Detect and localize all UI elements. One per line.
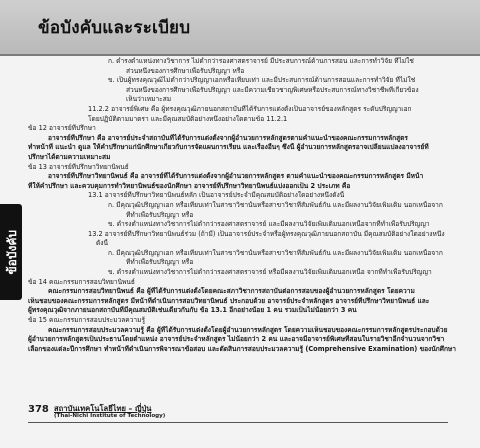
side-tab: [0, 204, 22, 300]
text-line: ก. ดำรงตำแหน่งทางวิชาการ ไม่ต่ำกว่ารองศาสตราจารย์ มีประสบการณ์ด้านการสอน และการทำวิจัย ที่ไม่ใช่: [108, 57, 414, 65]
text-line: ที่ทำเพื่อรับปริญญา หรือ: [126, 210, 194, 219]
text-line: ก. มีคุณวุฒิปริญญาเอก หรือเทียบเท่าในสาขาวิชานั้นหรือสาขาวิชาที่สัมพันธ์กัน และมีผลงานวิจัยเพิ่มเติม นอกเหนือจาก: [108, 200, 443, 209]
page-number: 378: [28, 404, 49, 415]
text-line: ข. ดำรงตำแหน่งทางวิชาการไม่ต่ำกว่ารองศาสตราจารย์ หรือมีผลงานวิจัยเพิ่มเติมนอกเหนือ จากที่ทำเพื่อรับปริญญา: [108, 268, 432, 277]
section-heading: ข้อ 14 คณะกรรมการสอบวิทยานิพนธ์: [28, 277, 135, 286]
text-line: ปรึกษาได้ตามความเหมาะสม: [28, 152, 111, 161]
text-line: คณะกรรมการสอบประมวลความรู้ คือ ผู้ที่ได้รับการแต่งตั้งโดยผู้อำนวยการหลักสูตร โดยความเห็นชอบของคณะกรรมการหลักสูตรประกอบด้วย: [48, 325, 448, 334]
section-heading: ข้อ 13 อาจารย์ที่ปรึกษาวิทยานิพนธ์: [28, 162, 129, 171]
institute-name: สถาบันเทคโนโลยีไทย – ญี่ปุ่น: [54, 404, 152, 413]
header-title: ข้อบังคับและระเบียบ: [38, 18, 191, 38]
text-line: โดยปฏิบัติตามมาตรา และมีคุณสมบัติอย่างหนึ่งอย่างใดตามข้อ 11.2.1: [88, 114, 288, 123]
text-line: คณะกรรมการสอบวิทยานิพนธ์ คือ ผู้ที่ได้รับการแต่งตั้งโดยคณะสภาวิชาการสถาบันต่อการสอบของผู้อำนวยการหลักสูตร โดยความ: [48, 287, 415, 296]
text-line: ดังนี้: [96, 239, 109, 248]
text-line: อาจารย์ที่ปรึกษาวิทยานิพนธ์ คือ อาจารย์ที่ได้รับการแต่งตั้งจากผู้อำนวยการหลักสูตร ตามคำแนะนำของคณะกรรมการหลักสูตร มีหน้า: [48, 172, 424, 181]
text-line: ข. ดำรงตำแหน่งทางวิชาการไม่ต่ำกว่ารองศาสตราจารย์ และมีผลงานวิจัยเพิ่มเติมนอกเหนือจากที่ทำเพื่อรับปริญญา: [108, 220, 430, 229]
text-line: 11.2.2 อาจารย์พิเศษ คือ ผู้ทรงคุณวุฒิภายนอกสถาบันที่ได้รับการแต่งตั้งเป็นอาจารย์ของหลักสูตร ระดับปริญญาเอก: [88, 104, 412, 113]
section-heading: ข้อ 12 อาจารย์ที่ปรึกษา: [28, 124, 96, 133]
text-line: 13.1 อาจารย์ที่ปรึกษาวิทยานิพนธ์หลัก เป็นอาจารย์ประจำมีคุณสมบัติอย่างใดอย่างหนึ่งดังนี้: [88, 191, 345, 200]
text-line: เห็นว่าเหมาะสม: [126, 95, 172, 104]
footer-divider: [28, 422, 448, 423]
side-tab-label: ข้อบังคับ: [4, 229, 19, 275]
text-line: ผู้อำนวยการหลักสูตรเป็นประธานโดยตำแหน่ง อาจารย์ประจำหลักสูตร ไม่น้อยกว่า 2 คน และอาจมีอาจารย์พิเศษที่สอนในรายวิชาอีกจำนวนจากวิชา: [28, 335, 445, 344]
text-line: เลือกของแต่ละปีการศึกษา ทำหน้าที่ดำเนินการพิจารณาข้อสอบ และตัดสินการสอบประมวลความรู้ (Comprehensive Examination) ของนักศึกษา: [28, 344, 456, 353]
text-line: เห็นชอบของคณะกรรมการหลักสูตร มีหน้าที่ดำเนินการสอบวิทยานิพนธ์ ประกอบด้วย อาจารย์ประจำหลักสูตร อาจารย์ที่ปรึกษาวิทยานิพนธ์ และ: [28, 296, 430, 305]
text-line: ข. เป็นผู้ทรงคุณวุฒิไม่ต่ำกว่าปริญญาเอกหรือเทียบเท่า และมีประสบการณ์ด้านการสอนและการทำวิจัย ที่ไม่ใช่: [108, 76, 416, 85]
page-header: [0, 0, 480, 56]
text-line: ทำหน้าที่ แนะนำ ดูแล ให้คำปรึกษาแก่นักศึกษาเกี่ยวกับการจัดแผนการเรียน และเรื่องอื่นๆ ซึ่งนี้ ผู้อำนวยการหลักสูตรอาจเปลี่ยนแปลงอาจารย์ที่: [28, 143, 429, 152]
text-line: ส่วนหนึ่งของการศึกษาเพื่อรับปริญญา และมีความเชี่ยวชาญพิเศษหรือประสบการณ์ทางวิชาชีพที่เกี่ยวข้อง: [126, 85, 419, 94]
text-line: ก. มีคุณวุฒิปริญญาเอก หรือเทียบเท่าในสาขาวิชานั้นหรือสาขาวิชาที่สัมพันธ์กัน และมีผลงานวิจัยเพิ่มเติม นอกเหนือจาก: [108, 248, 443, 257]
text-line: ที่ให้คำปรึกษา และควบคุมการทำวิทยานิพนธ์ของนักศึกษา อาจารย์ที่ปรึกษาวิทยานิพนธ์แบ่งออกเป็น 2 ประเภท คือ: [28, 181, 351, 190]
document-body: [28, 57, 468, 354]
text-line: ที่ทำเพื่อรับปริญญา หรือ: [126, 258, 194, 267]
institute-name-english: (Thai-Nichi Institute of Technology): [54, 413, 166, 419]
text-line: ผู้ทรงคุณวุฒิจากภายนอกสถาบันที่มีคุณสมบัติเช่นเดียวกันกับ ข้อ 13.1 อีกอย่างน้อย 1 คน รวมเป็นไม่น้อยกว่า 3 คน: [28, 306, 357, 315]
section-heading: ข้อ 15 คณะกรรมการสอบประมวลความรู้: [28, 316, 146, 325]
text-line: 13.2 อาจารย์ที่ปรึกษาวิทยานิพนธ์ร่วม (ถ้ามี) เป็นอาจารย์ประจำหรือผู้ทรงคุณวุฒิภายนอกสถาบัน มีคุณสมบัติอย่างใดอย่างหนึ่ง: [88, 229, 445, 238]
text-line: อาจารย์ที่ปรึกษา คือ อาจารย์ประจำสถาบันที่ได้รับการแต่งตั้งจากผู้อำนวยการหลักสูตรตามคำแนะนำของคณะกรรมการหลักสูตร: [48, 133, 408, 142]
text-line: ส่วนหนึ่งของการศึกษาเพื่อรับปริญญา หรือ: [126, 66, 245, 75]
